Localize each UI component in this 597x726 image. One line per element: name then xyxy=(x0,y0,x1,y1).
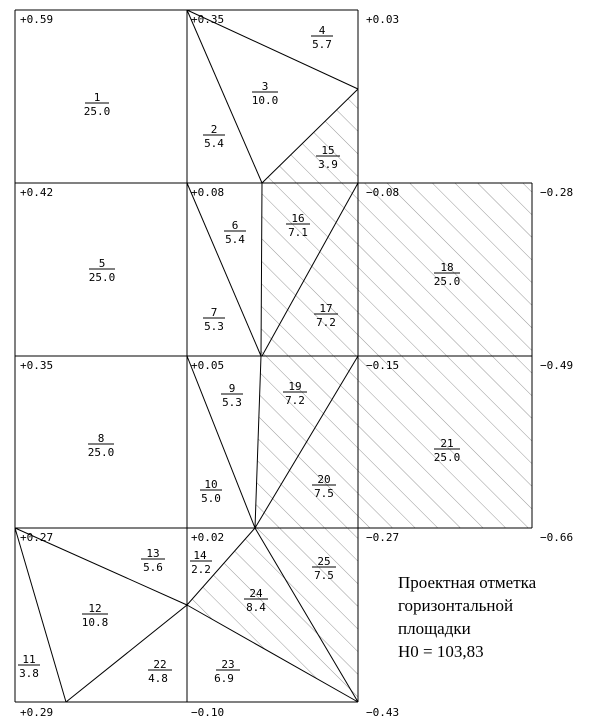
note-line: площадки xyxy=(398,619,471,638)
figure-label xyxy=(84,91,111,118)
figure-area: 5.3 xyxy=(222,396,242,409)
figure-area: 25.0 xyxy=(433,275,461,288)
corner-mark: +0.08 xyxy=(191,186,225,199)
figure-area: 5.6 xyxy=(143,561,163,574)
figure-area: 10.8 xyxy=(81,616,109,629)
figure-label xyxy=(214,658,240,685)
figure-label xyxy=(224,219,246,246)
figure-area: 7.5 xyxy=(314,487,334,500)
figure-number: 12 xyxy=(88,602,102,615)
figure-label xyxy=(221,382,243,409)
figure-number: 5 xyxy=(98,257,106,270)
figure-area: 7.1 xyxy=(288,226,308,239)
figure-number: 6 xyxy=(231,219,239,232)
figure-area: 6.9 xyxy=(214,672,234,685)
figure-label xyxy=(252,80,279,107)
figure-area: 5.7 xyxy=(312,38,332,51)
corner-mark: −0.43 xyxy=(366,706,400,719)
corner-mark: −0.66 xyxy=(540,531,574,544)
figure-area: 8.4 xyxy=(246,601,266,614)
corner-mark: −0.27 xyxy=(366,531,400,544)
figure-area: 25.0 xyxy=(83,105,111,118)
corner-mark: −0.08 xyxy=(366,186,400,199)
figure-area: 10.0 xyxy=(251,94,279,107)
figure-area: 5.3 xyxy=(204,320,224,333)
figure-number: 13 xyxy=(146,547,160,560)
corner-mark: −0.28 xyxy=(540,186,574,199)
figure-number: 11 xyxy=(22,653,36,666)
figure-number: 3 xyxy=(261,80,269,93)
figure-number: 22 xyxy=(153,658,167,671)
figure-area: 4.8 xyxy=(148,672,168,685)
figure-number: 1 xyxy=(93,91,101,104)
figure-label xyxy=(200,478,222,505)
figure-label xyxy=(148,658,172,685)
figure-area: 5.4 xyxy=(225,233,245,246)
figure-label xyxy=(190,549,212,576)
figure-label xyxy=(203,306,225,333)
note-line: H0 = 103,83 xyxy=(398,642,484,661)
figure-area: 5.0 xyxy=(201,492,221,505)
figure-number: 19 xyxy=(288,380,302,393)
figure-area: 3.9 xyxy=(318,158,338,171)
figure-area: 3.8 xyxy=(19,667,39,680)
figure-area: 25.0 xyxy=(88,271,116,284)
corner-mark: +0.03 xyxy=(366,13,400,26)
figure-number: 10 xyxy=(204,478,218,491)
corner-mark: +0.05 xyxy=(191,359,225,372)
corner-mark: +0.27 xyxy=(20,531,54,544)
figure-area: 2.2 xyxy=(191,563,211,576)
figure-number: 21 xyxy=(440,437,454,450)
division-line xyxy=(187,10,262,183)
figure-number: 20 xyxy=(317,473,331,486)
figure-number: 8 xyxy=(97,432,105,445)
figure-number: 4 xyxy=(318,24,326,37)
corner-mark: +0.02 xyxy=(191,531,225,544)
corner-mark: −0.49 xyxy=(540,359,574,372)
corner-mark: +0.35 xyxy=(191,13,225,26)
figure-label xyxy=(311,24,333,51)
figure-number: 23 xyxy=(221,658,235,671)
figure-number: 2 xyxy=(210,123,218,136)
figure-area: 7.2 xyxy=(285,394,305,407)
figure-area: 7.2 xyxy=(316,316,336,329)
note-line: Проектная отметка xyxy=(398,573,537,592)
figure-label xyxy=(82,602,109,629)
division-line xyxy=(187,183,261,356)
figure-area: 25.0 xyxy=(433,451,461,464)
corner-mark: +0.29 xyxy=(20,706,54,719)
figure-number: 15 xyxy=(321,144,335,157)
corner-mark: −0.10 xyxy=(191,706,225,719)
figure-label xyxy=(89,257,116,284)
figure-label xyxy=(141,547,165,574)
figure-number: 24 xyxy=(249,587,263,600)
figure-label xyxy=(18,653,40,680)
figure-number: 18 xyxy=(440,261,454,274)
figure-label xyxy=(203,123,225,150)
corner-mark: −0.15 xyxy=(366,359,400,372)
figure-number: 14 xyxy=(193,549,207,562)
figure-label xyxy=(88,432,115,459)
figure-area: 5.4 xyxy=(204,137,224,150)
figure-number: 25 xyxy=(317,555,331,568)
note-line: горизонтальной xyxy=(398,596,514,615)
corner-mark: +0.35 xyxy=(20,359,54,372)
design-elevation-note xyxy=(398,573,537,661)
figure-number: 7 xyxy=(210,306,218,319)
figure-number: 17 xyxy=(319,302,333,315)
figure-number: 16 xyxy=(291,212,305,225)
corner-mark: +0.42 xyxy=(20,186,54,199)
figure-number: 9 xyxy=(228,382,236,395)
figure-area: 25.0 xyxy=(87,446,115,459)
division-line xyxy=(187,356,255,528)
figure-area: 7.5 xyxy=(314,569,334,582)
corner-mark: +0.59 xyxy=(20,13,54,26)
